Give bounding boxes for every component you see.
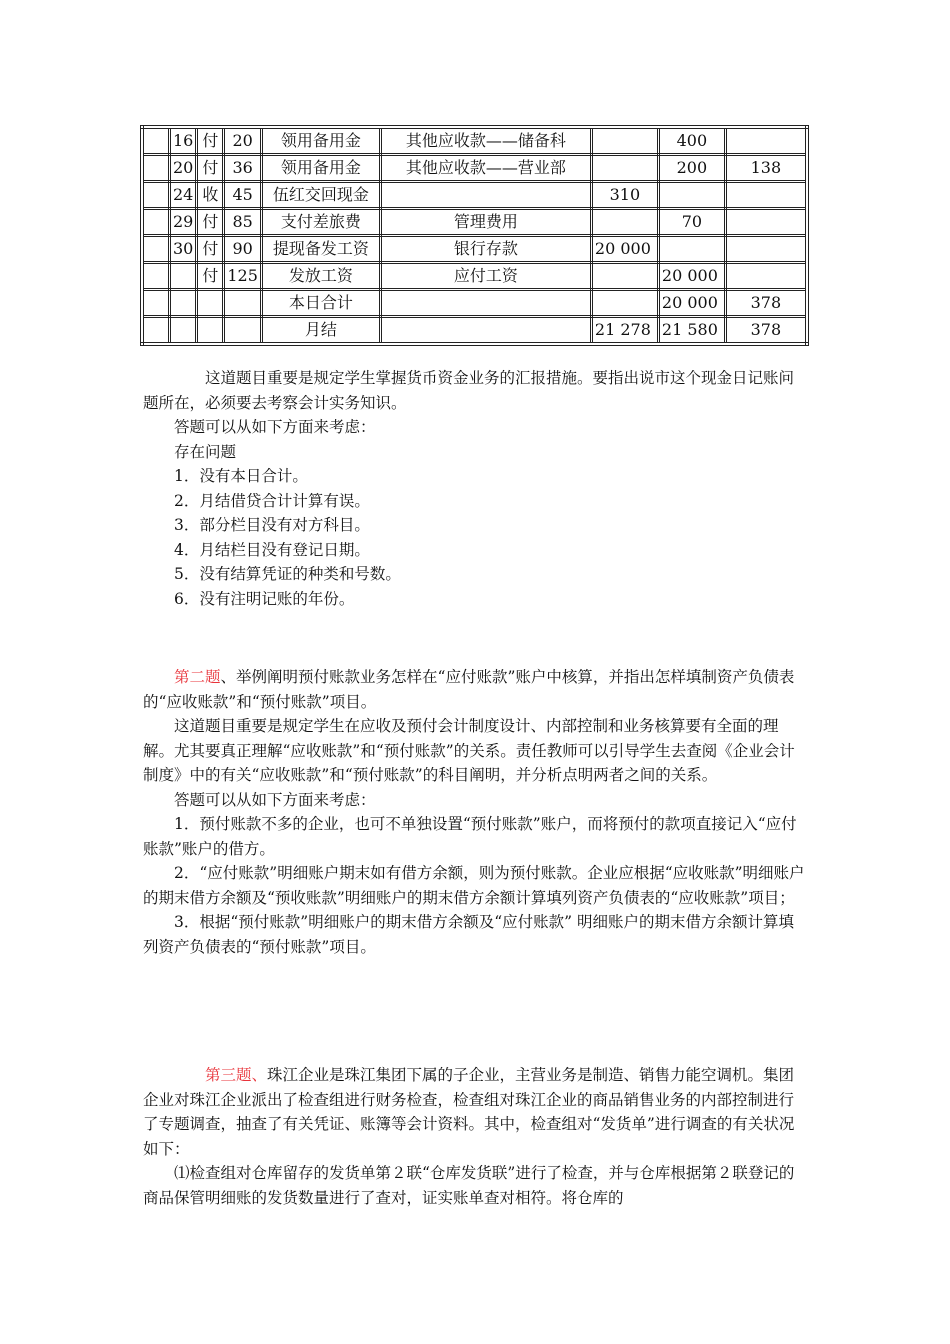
journal-cell: 伍红交回现金 xyxy=(261,182,380,209)
journal-cell xyxy=(170,317,197,345)
journal-row xyxy=(142,155,807,182)
journal-cell: 90 xyxy=(224,236,262,263)
q2-label: 第二题 xyxy=(174,668,221,686)
journal-cell xyxy=(591,127,658,155)
journal-cell: 发放工资 xyxy=(261,263,380,290)
q2-point: 2．“应付账款”明细账户期末如有借方余额，则为预付账款。企业应根据“应收账款”明细账户的期末借方余额及“预收账款”明细账户的期末借方余额计算填列资产负债表的“应收账款”项目； xyxy=(143,864,805,907)
journal-cell: 200 xyxy=(658,155,725,182)
journal-cell: 21 278 xyxy=(591,317,658,345)
journal-cell xyxy=(725,127,807,155)
problem-item: 4．月结栏目没有登记日期。 xyxy=(174,540,370,559)
q1-intro: 这道题目重要是规定学生掌握货币资金业务的汇报措施。要指出说市这个现金日记账问题所在，必须要去考察会计实务知识。 xyxy=(143,369,795,412)
journal-cell xyxy=(197,317,224,345)
journal-cell: 310 xyxy=(591,182,658,209)
journal-cell: 应付工资 xyxy=(380,263,591,290)
q2-point: 3．根据“预付账款”明细账户的期末借方余额及“应付账款” 明细账户的期末借方余额计算填列资产负债表的“预付账款”项目。 xyxy=(143,913,794,956)
journal-cell: 20 000 xyxy=(658,263,725,290)
journal-cell xyxy=(380,182,591,209)
q1-problems-title: 存在问题 xyxy=(174,442,237,461)
journal-cell xyxy=(591,290,658,317)
journal-cell: 付 xyxy=(197,155,224,182)
journal-cell xyxy=(591,263,658,290)
journal-cell: 管理费用 xyxy=(380,209,591,236)
question-1-answer xyxy=(143,366,808,611)
journal-cell xyxy=(197,290,224,317)
journal-cell xyxy=(142,209,170,236)
q2-consider: 答题可以从如下方面来考虑： xyxy=(174,790,376,809)
journal-cell: 领用备用金 xyxy=(261,155,380,182)
journal-cell xyxy=(380,317,591,345)
journal-row xyxy=(142,290,807,317)
journal-cell xyxy=(142,290,170,317)
journal-cell: 付 xyxy=(197,236,224,263)
journal-cell: 其他应收款——营业部 xyxy=(380,155,591,182)
journal-cell xyxy=(725,182,807,209)
journal-cell: 领用备用金 xyxy=(261,127,380,155)
journal-cell: 本日合计 xyxy=(261,290,380,317)
journal-cell xyxy=(658,182,725,209)
problem-item: 6．没有注明记账的年份。 xyxy=(174,589,355,608)
q2-intro: 这道题目重要是规定学生在应收及预付会计制度设计、内部控制和业务核算要有全面的理解。尤其要真正理解“应收账款”和“预付账款”的关系。责任教师可以引导学生去查阅《企业会计制度》中的有关“应收账款”和“预付账款”的科目阐明，并分析点明两者之间的关系。 xyxy=(143,717,795,784)
journal-cell xyxy=(142,182,170,209)
journal-cell: 29 xyxy=(170,209,197,236)
problem-item: 5．没有结算凭证的种类和号数。 xyxy=(174,565,401,583)
journal-cell: 20 000 xyxy=(658,290,725,317)
q3-question: 珠江企业是珠江集团下属的子企业，主营业务是制造、销售力能空调机。集团企业对珠江企业派出了检查组进行财务检查，检查组对珠江企业的商品销售业务的内部控制进行了专题调查，抽查了有关凭证、账簿等会计资料。其中，检查组对“发货单”进行调查的有关状况如下： xyxy=(143,1066,795,1158)
journal-cell: 30 xyxy=(170,236,197,263)
question-3 xyxy=(143,1063,808,1210)
journal-cell: 付 xyxy=(197,127,224,155)
journal-cell: 85 xyxy=(224,209,262,236)
journal-row xyxy=(142,317,807,345)
q3-label: 第三题、 xyxy=(205,1066,268,1084)
journal-cell: 378 xyxy=(725,290,807,317)
journal-cell: 378 xyxy=(725,317,807,345)
journal-cell xyxy=(380,290,591,317)
journal-cell xyxy=(170,290,197,317)
journal-row xyxy=(142,236,807,263)
journal-cell: 银行存款 xyxy=(380,236,591,263)
journal-row xyxy=(142,263,807,290)
problem-item: 3．部分栏目没有对方科目。 xyxy=(174,516,370,534)
journal-cell: 16 xyxy=(170,127,197,155)
journal-cell: 70 xyxy=(658,209,725,236)
q2-question: 、举例阐明预付账款业务怎样在“应付账款”账户中核算，并指出怎样填制资产负债表的“应收账款”和“预付账款”项目。 xyxy=(143,668,795,711)
journal-cell: 付 xyxy=(197,209,224,236)
journal-row xyxy=(142,127,807,155)
journal-row xyxy=(142,209,807,236)
journal-cell: 125 xyxy=(224,263,262,290)
problem-item: 2．月结借贷合计计算有误。 xyxy=(174,491,370,510)
journal-cell xyxy=(725,263,807,290)
journal-cell: 20 xyxy=(170,155,197,182)
journal-cell: 20 xyxy=(224,127,262,155)
journal-cell xyxy=(224,317,262,345)
journal-cell: 20 000 xyxy=(591,236,658,263)
journal-cell: 138 xyxy=(725,155,807,182)
journal-cell: 提现备发工资 xyxy=(261,236,380,263)
journal-cell: 24 xyxy=(170,182,197,209)
journal-cell xyxy=(224,290,262,317)
q3-paragraph-1: ⑴检查组对仓库留存的发货单第２联“仓库发货联”进行了检查，并与仓库根据第２联登记的商品保管明细账的发货数量进行了查对，证实账单查对相符。将仓库的 xyxy=(143,1164,795,1207)
journal-row xyxy=(142,182,807,209)
journal-cell xyxy=(142,263,170,290)
journal-cell xyxy=(591,209,658,236)
journal-cell xyxy=(725,209,807,236)
journal-cell: 付 xyxy=(197,263,224,290)
journal-cell xyxy=(170,263,197,290)
journal-cell: 21 580 xyxy=(658,317,725,345)
journal-cell: 其他应收款——储备科 xyxy=(380,127,591,155)
journal-cell: 36 xyxy=(224,155,262,182)
journal-cell: 收 xyxy=(197,182,224,209)
q1-consider: 答题可以从如下方面来考虑： xyxy=(174,418,376,436)
journal-cell xyxy=(142,127,170,155)
journal-cell: 400 xyxy=(658,127,725,155)
journal-cell: 月结 xyxy=(261,317,380,345)
cash-journal-table xyxy=(140,125,809,346)
journal-cell: 45 xyxy=(224,182,262,209)
question-2 xyxy=(143,665,808,959)
journal-cell xyxy=(725,236,807,263)
journal-cell xyxy=(658,236,725,263)
q2-point: 1．预付账款不多的企业，也可不单独设置“预付账款”账户，而将预付的款项直接记入“应付账款”账户的借方。 xyxy=(143,815,797,858)
problem-item: 1．没有本日合计。 xyxy=(174,467,308,485)
journal-cell: 支付差旅费 xyxy=(261,209,380,236)
journal-cell xyxy=(142,155,170,182)
journal-cell xyxy=(142,317,170,345)
journal-cell xyxy=(591,155,658,182)
journal-cell xyxy=(142,236,170,263)
